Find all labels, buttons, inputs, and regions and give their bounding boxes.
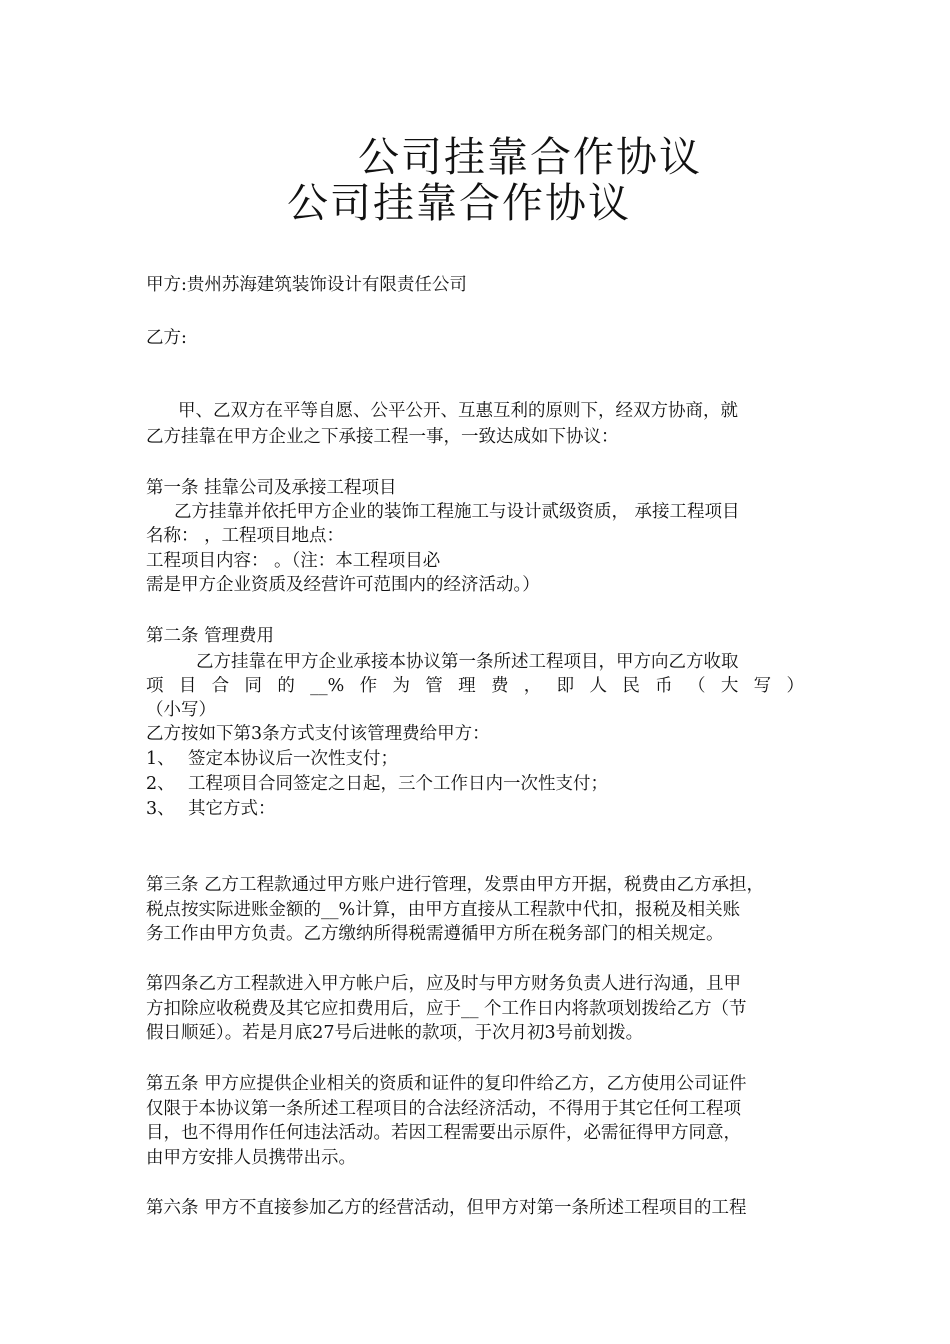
party-a: 甲方:贵州苏海建筑装饰设计有限责任公司 [146, 275, 467, 295]
party-b: 乙方: [146, 328, 187, 348]
article-5-line: 仅限于本协议第一条所述工程项目的合法经济活动，不得用于其它任何工程项 [146, 1099, 741, 1119]
payment-item-text: 签定本协议后一次性支付； [188, 749, 398, 769]
article-4-line: 第四条乙方工程款进入甲方帐户后，应及时与甲方财务负责人进行沟通，且甲 [146, 974, 741, 994]
payment-item-number: 3、 [146, 799, 175, 819]
article-1-line: 工程项目内容： 。（注：本工程项目必 [146, 551, 441, 571]
article-2-line: 项目合同的__%作为管理费，即人民币（大写） [146, 676, 804, 696]
payment-item-text: 其它方式： [188, 799, 276, 819]
document-title-bottom: 公司挂靠合作协议 [287, 179, 631, 227]
payment-item-number: 2、 [146, 774, 175, 794]
payment-item [146, 747, 398, 771]
intro-line: 甲、乙双方在平等自愿、公平公开、互惠互利的原则下，经双方协商，就 [178, 401, 738, 421]
article-2-line: 乙方按如下第3条方式支付该管理费给甲方： [146, 724, 490, 744]
document-title-top: 公司挂靠合作协议 [358, 133, 702, 181]
article-1-line: 乙方挂靠并依托甲方企业的装饰工程施工与设计贰级资质， 承接工程项目 [174, 502, 740, 522]
article-6-line: 第六条 甲方不直接参加乙方的经营活动，但甲方对第一条所述工程项目的工程 [146, 1198, 747, 1218]
article-1-heading: 第一条 挂靠公司及承接工程项目 [146, 478, 397, 498]
article-2-line: （小写） [146, 700, 216, 720]
article-5-line: 目，也不得用作任何违法活动。若因工程需要出示原件，必需征得甲方同意， [146, 1123, 741, 1143]
article-2-heading: 第二条 管理费用 [146, 626, 275, 646]
article-1-line: 需是甲方企业资质及经营许可范围内的经济活动。） [146, 575, 540, 595]
article-5-line: 第五条 甲方应提供企业相关的资质和证件的复印件给乙方，乙方使用公司证件 [146, 1074, 747, 1094]
article-3-line: 税点按实际进账金额的__%计算，由甲方直接从工程款中代扣，报税及相关账 [146, 900, 741, 920]
payment-item [146, 772, 608, 796]
article-3-line: 第三条 乙方工程款通过甲方账户进行管理，发票由甲方开据，税费由乙方承担， [146, 875, 765, 895]
payment-item [146, 797, 276, 821]
article-4-line: 方扣除应收税费及其它应扣费用后，应于__ 个工作日内将款项划拨给乙方（节 [146, 999, 747, 1019]
article-1-line: 名称： ，工程项目地点： [146, 526, 345, 546]
article-3-line: 务工作由甲方负责。乙方缴纳所得税需遵循甲方所在税务部门的相关规定。 [146, 924, 724, 944]
payment-item-number: 1、 [146, 749, 175, 769]
article-5-line: 由甲方安排人员携带出示。 [146, 1148, 356, 1168]
intro-line: 乙方挂靠在甲方企业之下承接工程一事，一致达成如下协议： [146, 427, 619, 447]
payment-item-text: 工程项目合同签定之日起，三个工作日内一次性支付； [188, 774, 608, 794]
article-4-line: 假日顺延）。若是月底27号后进帐的款项，于次月初3号前划拨。 [146, 1023, 644, 1043]
article-2-line: 乙方挂靠在甲方企业承接本协议第一条所述工程项目，甲方向乙方收取 [196, 652, 739, 672]
